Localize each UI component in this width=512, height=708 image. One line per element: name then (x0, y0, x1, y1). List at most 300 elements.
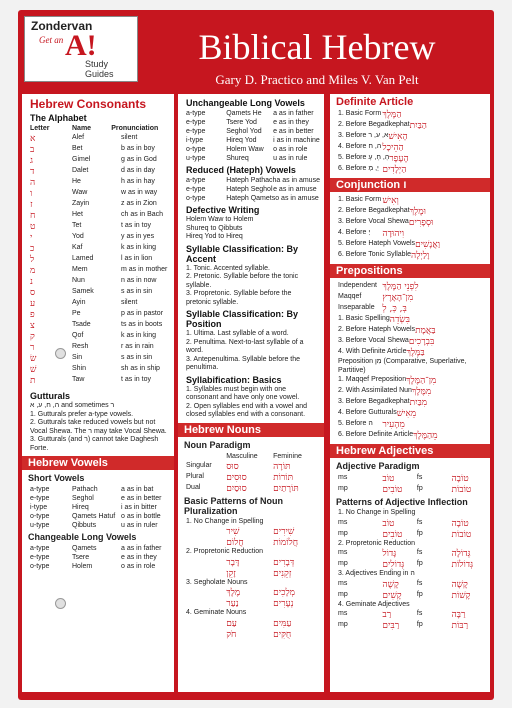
unchangeable-vowel-row-cell: o as in role (273, 146, 308, 153)
alphabet-row (22, 232, 174, 243)
preposition-min-row (330, 430, 490, 441)
alphabet-row-cell: Pe (72, 310, 81, 317)
conjunction-row-cell: 6. Before Tonic Syllable (338, 251, 412, 258)
adjective-inflection-cell: רַבָּה (451, 610, 466, 620)
reduced-vowels-table (178, 176, 324, 203)
definite-article-row-cell: 4. Before ה, ח (338, 143, 382, 150)
pluralization-form: דָּבָר (226, 557, 240, 568)
adjective-inflection-cell: רַבּוֹת (451, 621, 469, 631)
alphabet-row-cell: silent (121, 134, 138, 141)
adjective-inflection-cell: mp (338, 621, 348, 628)
reduced-vowel-row-cell: e as in amuse (273, 186, 317, 193)
noun-paradigm-row-cell: תּוֹרָה (273, 461, 291, 472)
definite-article-row-cell: 6. Before יְ, מְ (338, 165, 379, 172)
pluralization-row (178, 587, 324, 598)
page-title: Biblical Hebrew (198, 27, 436, 67)
defective-writing-list (178, 216, 324, 242)
reduced-vowel-row (178, 176, 324, 185)
pluralization-form: נְעָרִים (273, 599, 294, 609)
inseparable-preposition-row (330, 314, 490, 325)
defective-writing-item: Holem Waw to Holem (186, 216, 254, 223)
alphabet-row-cell: מ (30, 266, 36, 276)
conjunction-table (330, 195, 490, 261)
pluralization-spacer (186, 598, 226, 609)
alphabet-row (22, 364, 174, 375)
letter-header: Letter (30, 125, 50, 132)
position-heading: Syllable Classification: By Position (186, 309, 299, 329)
alphabet-row-cell: Tsade (72, 321, 91, 328)
noun-paradigm-header (178, 452, 324, 461)
adjective-inflection-cell: mp (338, 560, 348, 567)
alphabet-row (22, 155, 174, 166)
alphabet-row-cell: Qof (72, 332, 84, 339)
short-vowel-row (22, 494, 174, 503)
accent-item: 2. Pretonic. Syllable before the tonic syllable. (186, 273, 299, 289)
inseparable-preposition-row-cell: 4. With Definite Article (338, 348, 407, 355)
preposition-min-row-cell: 4. Before Gutturals (338, 409, 397, 416)
alphabet-row (22, 177, 174, 188)
alphabet-row (22, 276, 174, 287)
alphabet-row-cell: שׁ (30, 365, 37, 375)
conjunction-row-cell: 3. Before Vocal Shewa (338, 218, 409, 225)
alphabet-row-cell: p as in pastor (121, 310, 164, 317)
conjunction-row-cell: וָלַיְלָה (411, 251, 430, 261)
adjective-inflection-cell: fs (416, 518, 423, 526)
adjective-inflection-row (330, 620, 490, 631)
preposition-form-row (330, 303, 490, 314)
inseparable-preposition-row-cell: 1. Basic Spelling (338, 315, 390, 322)
preposition-forms (330, 281, 490, 314)
pluralization-row (178, 618, 324, 629)
adjectives-band: Hebrew Adjectives (330, 444, 490, 458)
definite-article-row-cell: 5. Before הָ, חָ, עָ (338, 154, 390, 161)
reduced-vowel-row-cell: Hateph Qamets (226, 195, 276, 202)
conjunction-row (330, 239, 490, 250)
preposition-form-row-cell: Independent (338, 282, 377, 289)
short-vowel-row-cell: Pathach (72, 486, 98, 493)
reduced-vowel-row (178, 194, 324, 203)
unchangeable-vowel-row-cell: u as in rule (273, 155, 308, 162)
adjective-inflection-row (330, 579, 490, 590)
reference-sheet (18, 10, 494, 700)
pluralization-spacer (186, 526, 226, 537)
inseparable-preposition-row (330, 347, 490, 358)
conjunction-row-cell: 4. Before יְ (338, 229, 371, 236)
basics-item: 1. Syllables must begin with one consonant and have only one vowel. (186, 385, 300, 401)
defective-writing-item: Shureq to Qibbuts (186, 224, 243, 232)
short-vowel-row-cell: o-type (30, 513, 50, 520)
adjective-inflection-row (330, 590, 490, 601)
adjective-group-label: 3. Adjectives Ending in ה (338, 570, 415, 577)
alphabet-row-cell: t as in toy (121, 376, 151, 383)
definite-article-row (330, 120, 490, 131)
unchangeable-vowel-row-cell: e-type (186, 128, 206, 135)
adjective-paradigm-row-cell: mp (338, 485, 348, 492)
pluralization-spacer (186, 618, 226, 629)
noun-paradigm-row-cell: סוּסִים (226, 472, 247, 483)
inseparable-preposition-row-cell: בַּאֲמָת (415, 326, 436, 336)
adjective-inflection-cell: קָשׁוֹת (451, 590, 471, 601)
alphabet-row (22, 287, 174, 298)
preposition-form-row-cell: Inseparable (338, 304, 375, 311)
authors: Gary D. Practico and Miles V. Van Pelt (215, 72, 419, 87)
alphabet-row-cell: w as in way (121, 189, 158, 196)
short-vowel-row-cell: u as in ruler (121, 522, 158, 529)
adjective-group-label: 2. Propretonic Reduction (338, 539, 416, 547)
adjective-paradigm-row-cell: fp (416, 485, 423, 492)
long-vowel-row (22, 544, 174, 553)
pluralization-row (178, 526, 324, 537)
alphabet-row-cell: Bet (72, 145, 83, 152)
adjective-group-label: 4. Geminate Adjectives (338, 600, 410, 608)
alphabet-row (22, 254, 174, 265)
accent-list (178, 265, 324, 308)
logo-get-an: Get an (39, 35, 64, 45)
long-vowel-row-cell: Tsere (72, 554, 90, 561)
position-list (178, 330, 324, 373)
accent-heading: Syllable Classification: By Accent (186, 243, 299, 264)
alphabet-row (22, 309, 174, 320)
adjective-inflection-cell: fp (416, 590, 423, 598)
noun-paradigm-heading: Noun Paradigm (184, 439, 251, 450)
inseparable-preposition-row-cell: בַּמֶּלֶךְ (406, 348, 425, 358)
alphabet-row-cell: ch as in Bach (121, 211, 164, 218)
long-vowel-row-cell: a-type (30, 545, 50, 552)
short-vowel-row-cell: u-type (30, 522, 50, 529)
adjective-inflection-cell: mp (338, 529, 348, 537)
alphabet-row-cell: ת (30, 376, 36, 386)
pluralization-row (178, 629, 324, 640)
alphabet-row-cell: Lamed (72, 255, 94, 262)
column-consonants-vowels (22, 94, 174, 692)
position-item: 2. Penultima. Next-to-last syllable of a word. (186, 338, 304, 354)
unchangeable-vowel-row-cell: u-type (186, 155, 206, 162)
masculine-header: Masculine (226, 452, 258, 460)
alphabet-row-cell: d as in day (121, 167, 155, 174)
alphabet-row-cell: y as in yes (121, 233, 155, 240)
alphabet-row-cell: ט (30, 222, 36, 232)
unchangeable-vowel-row-cell: e-type (186, 119, 206, 126)
unchangeable-vowel-row (178, 109, 324, 118)
conjunction-row (330, 195, 490, 206)
preposition-form-row (330, 292, 490, 303)
short-vowel-row-cell: a-type (30, 486, 50, 493)
unchangeable-vowel-row-cell: a-type (186, 110, 206, 117)
preposition-min-row-cell: מֵהַמֶּלֶךְ (413, 431, 438, 441)
short-vowel-row (22, 485, 174, 494)
alphabet-row-cell: ק (30, 332, 35, 342)
adjective-paradigm-table (330, 473, 490, 495)
noun-paradigm-row-cell: סוּסַיִם (226, 483, 247, 494)
conjunction-row-cell: וַאֲנָשִׁים (415, 240, 441, 250)
noun-paradigm-row-cell: Plural (186, 472, 204, 480)
conjunction-row-cell: 5. Before Hateph Vowels (338, 240, 416, 247)
reduced-vowel-row-cell: o-type (186, 195, 206, 202)
adjective-inflection-cell: גָּדוֹל (382, 549, 397, 559)
long-vowels-heading: Changeable Long Vowels (28, 532, 137, 542)
adjective-inflection-cell: mp (338, 590, 348, 598)
basics-heading: Syllabification: Basics (186, 374, 282, 385)
gutturals-notes (22, 411, 174, 454)
preposition-min-row-cell: מִמֶּלֶךְ (411, 387, 432, 397)
adjective-paradigm-row-cell: טוֹבָה (451, 474, 469, 484)
preposition-min-row-cell: 3. Before Begadkephat (338, 398, 410, 405)
pluralization-row (178, 568, 324, 579)
alphabet-row (22, 353, 174, 364)
alphabet-row-cell: Alef (72, 134, 85, 141)
definite-article-row (330, 164, 490, 175)
column-article-prepositions-adjectives (330, 94, 490, 692)
basics-list (178, 386, 324, 420)
pluralization-form: דְּבָרִים (273, 557, 295, 568)
alphabet-row-cell: Yod (72, 233, 84, 240)
short-vowel-row-cell: Qamets Hatuf (72, 513, 116, 520)
preposition-form-row-cell: Maqqef (338, 293, 362, 300)
alphabet-row-cell: k as in king (121, 244, 157, 251)
definite-article-table (330, 109, 490, 175)
unchangeable-vowel-row-cell: e as in they (273, 119, 309, 126)
alphabet-row (22, 133, 174, 144)
definite-article-row-cell: 1. Basic Form (338, 110, 382, 117)
definite-article-row-cell: הַהֵיכָל (382, 143, 404, 153)
conjunction-row (330, 228, 490, 239)
pluralization-form: חֲלוֹם (226, 538, 244, 548)
unchangeable-vowel-row (178, 127, 324, 136)
long-vowel-row-cell: e as in they (121, 554, 157, 561)
long-vowel-row-cell: e-type (30, 554, 50, 561)
alphabet-row-cell: כ (30, 244, 35, 254)
alphabet-row (22, 298, 174, 309)
pluralization-group-label: 4. Geminate Nouns (186, 609, 247, 616)
pluralization-row (178, 598, 324, 609)
publisher-name: Zondervan (31, 19, 93, 33)
adjective-inflection-cell: רַב (382, 610, 392, 620)
unchangeable-vowel-row (178, 154, 324, 163)
alphabet-row (22, 342, 174, 353)
alphabet-row-cell: Zayin (72, 200, 90, 207)
pluralization-form: שִׁירִים (273, 527, 295, 537)
inseparable-preposition-row-cell: 2. Before Hateph Vowels (338, 326, 416, 333)
accent-item: 3. Propretonic. Syllable before the pretonic syllable. (186, 290, 292, 306)
adjective-inflection-cell: גְּדוֹלוֹת (451, 560, 474, 570)
short-vowel-row (22, 503, 174, 512)
alphabet-row-cell: Dalet (72, 167, 89, 174)
pluralization-spacer (186, 587, 226, 598)
adjective-group-label: 1. No Change in Spelling (338, 509, 416, 516)
preposition-min-row-cell: 1. Maqqef Preposition (338, 376, 407, 383)
alphabet-row-cell: s as in sin (121, 288, 153, 295)
alphabet-row-cell: א (30, 134, 36, 144)
gutturals-intro: ה, ח, ע, א and sometimes ר (30, 402, 115, 409)
adjective-inflection-cell: קָשָׁה (451, 579, 468, 590)
unchangeable-vowel-row-cell: i as in machine (273, 137, 320, 144)
publisher-logo (24, 16, 138, 82)
preposition-min-row-cell: מֵאִישׁ (396, 409, 417, 419)
column-vowels-nouns (178, 94, 324, 692)
alphabet-row-cell: ד (30, 167, 35, 177)
conjunction-row-cell: וּמֶלֶךְ (409, 207, 426, 217)
alphabet-row-cell: k as in king (121, 332, 157, 339)
pluralization-row (178, 557, 324, 568)
long-vowel-row-cell: a as in father (121, 545, 162, 552)
adjective-inflection-cell: קָשִׁים (382, 590, 402, 601)
alphabet-row-cell: ס (30, 288, 36, 298)
pronunciation-header: Pronunciation (111, 125, 159, 132)
alphabet-row-cell: ב (30, 145, 35, 155)
preposition-form-row-cell: בְּ, כְּ, לְ (382, 304, 407, 314)
alphabet-row-cell: ל (30, 255, 35, 265)
pluralization-form: שִׁיר (226, 527, 240, 537)
adjective-inflection-cell: ms (338, 518, 348, 526)
pluralization-group-label: 3. Segholate Nouns (186, 578, 248, 586)
alphabet-row-cell: t as in toy (121, 222, 151, 229)
preposition-form-row-cell: מִן־הָאָרֶץ (382, 293, 414, 303)
unchangeable-vowel-row (178, 145, 324, 154)
preposition-min-row-cell: 6. Before Definite Article (338, 431, 414, 438)
short-vowel-row-cell: i-type (30, 504, 48, 511)
noun-paradigm-row-cell: Dual (186, 483, 201, 491)
adjective-inflection-cell: fs (416, 579, 423, 587)
logo-study-guides: Study Guides (85, 59, 114, 79)
adjective-paradigm-row-cell: טוֹבוֹת (451, 485, 472, 495)
adjective-paradigm-row (330, 473, 490, 484)
long-vowel-row-cell: o-type (30, 563, 50, 570)
unchangeable-vowel-row-cell: i-type (186, 137, 204, 144)
definite-article-row-cell: הַמֶּלֶךְ (382, 110, 402, 120)
alphabet-row-cell: Sin (72, 354, 83, 361)
alphabet-row-cell: Tet (72, 222, 82, 229)
short-vowel-row-cell: Hireq (72, 504, 89, 511)
consonants-heading: Hebrew Consonants (30, 97, 147, 111)
adjective-inflection-cell: טוֹבָה (451, 518, 469, 529)
inseparable-preposition-row-cell: בִּשְׂדֵה (389, 315, 410, 325)
alphabet-row-cell: י (30, 233, 33, 243)
alphabet-row-cell: ו (30, 189, 33, 199)
conjunction-row (330, 206, 490, 217)
unchangeable-vowels-heading: Unchangeable Long Vowels (186, 98, 305, 108)
adjective-inflection-groups (330, 509, 490, 631)
pluralization-group-label: 2. Propretonic Reduction (186, 548, 264, 555)
preposition-min-row (330, 375, 490, 386)
short-vowel-row (22, 512, 174, 521)
alphabet-table (22, 133, 174, 386)
alphabet-row-cell: ג (30, 156, 33, 166)
unchangeable-vowel-row-cell: o-type (186, 146, 206, 153)
alphabet-row (22, 199, 174, 210)
definite-article-row-cell: הָאִישׁ (388, 132, 408, 142)
long-vowel-row (22, 562, 174, 571)
alphabet-row-cell: ts as in boots (121, 321, 163, 328)
conjunction-row (330, 217, 490, 228)
definite-article-row-cell: הֶעָפָר (389, 154, 409, 164)
alphabet-row (22, 375, 174, 386)
adjective-inflection-cell: טוֹבִים (382, 529, 403, 540)
adjective-paradigm-row-cell: fs (416, 474, 423, 481)
adjective-paradigm-row-cell: ms (338, 474, 348, 481)
pluralization-spacer (186, 629, 226, 640)
noun-paradigm-row (178, 483, 324, 494)
alphabet-row-cell: צ (30, 321, 35, 331)
noun-paradigm-row-cell: Singular (186, 461, 212, 469)
conjunction-row (330, 250, 490, 261)
gutturals-note: 2. Gutturals take reduced vowels but not Vocal Shewa. The ר may take Vocal Shewa. (30, 419, 167, 435)
alphabet-row (22, 166, 174, 177)
adjective-inflection-cell: fp (416, 529, 423, 537)
long-vowel-row-cell: Holem (72, 563, 93, 570)
preposition-min-heading: Preposition מִן (Comparative, Superlative, Partitive) (338, 358, 467, 374)
definite-article-heading: Definite Article (336, 96, 414, 108)
gutturals-note: 3. Gutturals (and ר) cannot take Daghesh Forte. (30, 436, 159, 452)
short-vowel-row-cell: i as in bitter (121, 504, 157, 511)
long-vowels-table (22, 544, 174, 571)
preposition-min-row-cell: מֵהָעִיר (382, 420, 405, 430)
alphabet-row (22, 144, 174, 155)
pluralization-heading: Basic Patterns of Noun Pluralization (184, 495, 284, 516)
alphabet-heading: The Alphabet (30, 113, 87, 123)
alphabet-row-cell: r as in rain (121, 343, 154, 350)
definite-article-row (330, 109, 490, 120)
alphabet-row-cell: פ (30, 310, 35, 320)
feminine-header: Feminine (273, 452, 302, 460)
adjective-inflection-cell: גְּדוֹלָה (451, 549, 471, 559)
basics-item: 2. Open syllables end with a vowel and closed syllables end with a consonant. (186, 402, 308, 418)
adjective-paradigm-row-cell: טוֹבִים (382, 485, 403, 495)
pluralization-form: חֹק (226, 629, 237, 640)
alphabet-row-cell: s as in sin (121, 354, 153, 361)
alphabet-row-cell: ה (30, 178, 36, 188)
position-item: 3. Antepenultima. Syllable before the penultima. (186, 355, 301, 371)
pluralization-row (178, 537, 324, 548)
preposition-form-row-cell: לִפְנֵי הַמֶּלֶךְ (382, 282, 419, 292)
inseparable-preposition-row-cell: 3. Before Vocal Shewa (338, 337, 409, 344)
noun-paradigm-row-cell: סוּס (226, 461, 239, 472)
preposition-min-row-cell: 5. Before ה (338, 420, 373, 427)
preposition-min-row-cell: מִבַּיִת (409, 398, 428, 408)
preposition-min-row-cell: 2. With Assimilated Nun (338, 387, 412, 394)
name-header: Name (72, 125, 92, 132)
unchangeable-vowel-row-cell: Hireq Yod (226, 137, 257, 144)
alphabet-row-cell: Ayin (72, 299, 86, 306)
unchangeable-vowel-row (178, 118, 324, 127)
alphabet-row-cell: g as in God (121, 156, 157, 163)
alphabet-row-cell: שׂ (30, 354, 37, 364)
alphabet-row-cell: silent (121, 299, 138, 306)
definite-article-row-cell: הַבַּיִת (409, 121, 427, 131)
adjective-inflection-cell: fp (416, 560, 423, 567)
definite-article-row-cell: 2. Before Begadkephat (338, 121, 410, 128)
alphabet-row-cell: h as in hay (121, 178, 155, 185)
short-vowel-row-cell: e as in better (121, 495, 162, 502)
definite-article-row-cell: 3. Before א, ע, ר (338, 132, 389, 139)
noun-paradigm-row-cell: תּוֹרָתַיִם (273, 483, 299, 494)
reduced-vowel-row-cell: Hateph Seghol (226, 186, 273, 193)
definite-article-row-cell: הַיְלָדִים (382, 165, 407, 175)
alphabet-row (22, 221, 174, 232)
adjective-inflection-row (330, 529, 490, 540)
inseparable-preposition-row (330, 336, 490, 347)
definite-article-row (330, 142, 490, 153)
unchangeable-vowel-row-cell: Seghol Yod (226, 128, 262, 135)
reduced-vowels-heading: Reduced (Hateph) Vowels (186, 165, 296, 175)
reduced-vowel-row-cell: e-type (186, 186, 206, 193)
reduced-vowel-row-cell: o as in amuse (275, 195, 319, 202)
alphabet-row-cell: m as in mother (121, 266, 168, 273)
alphabet-row (22, 265, 174, 276)
alphabet-row (22, 331, 174, 342)
inseparable-preposition-row-cell: בִּבְרָכִים (408, 337, 435, 347)
adjective-inflection-row (330, 518, 490, 529)
defective-writing-item: Hireq Yod to Hireq (186, 233, 243, 240)
